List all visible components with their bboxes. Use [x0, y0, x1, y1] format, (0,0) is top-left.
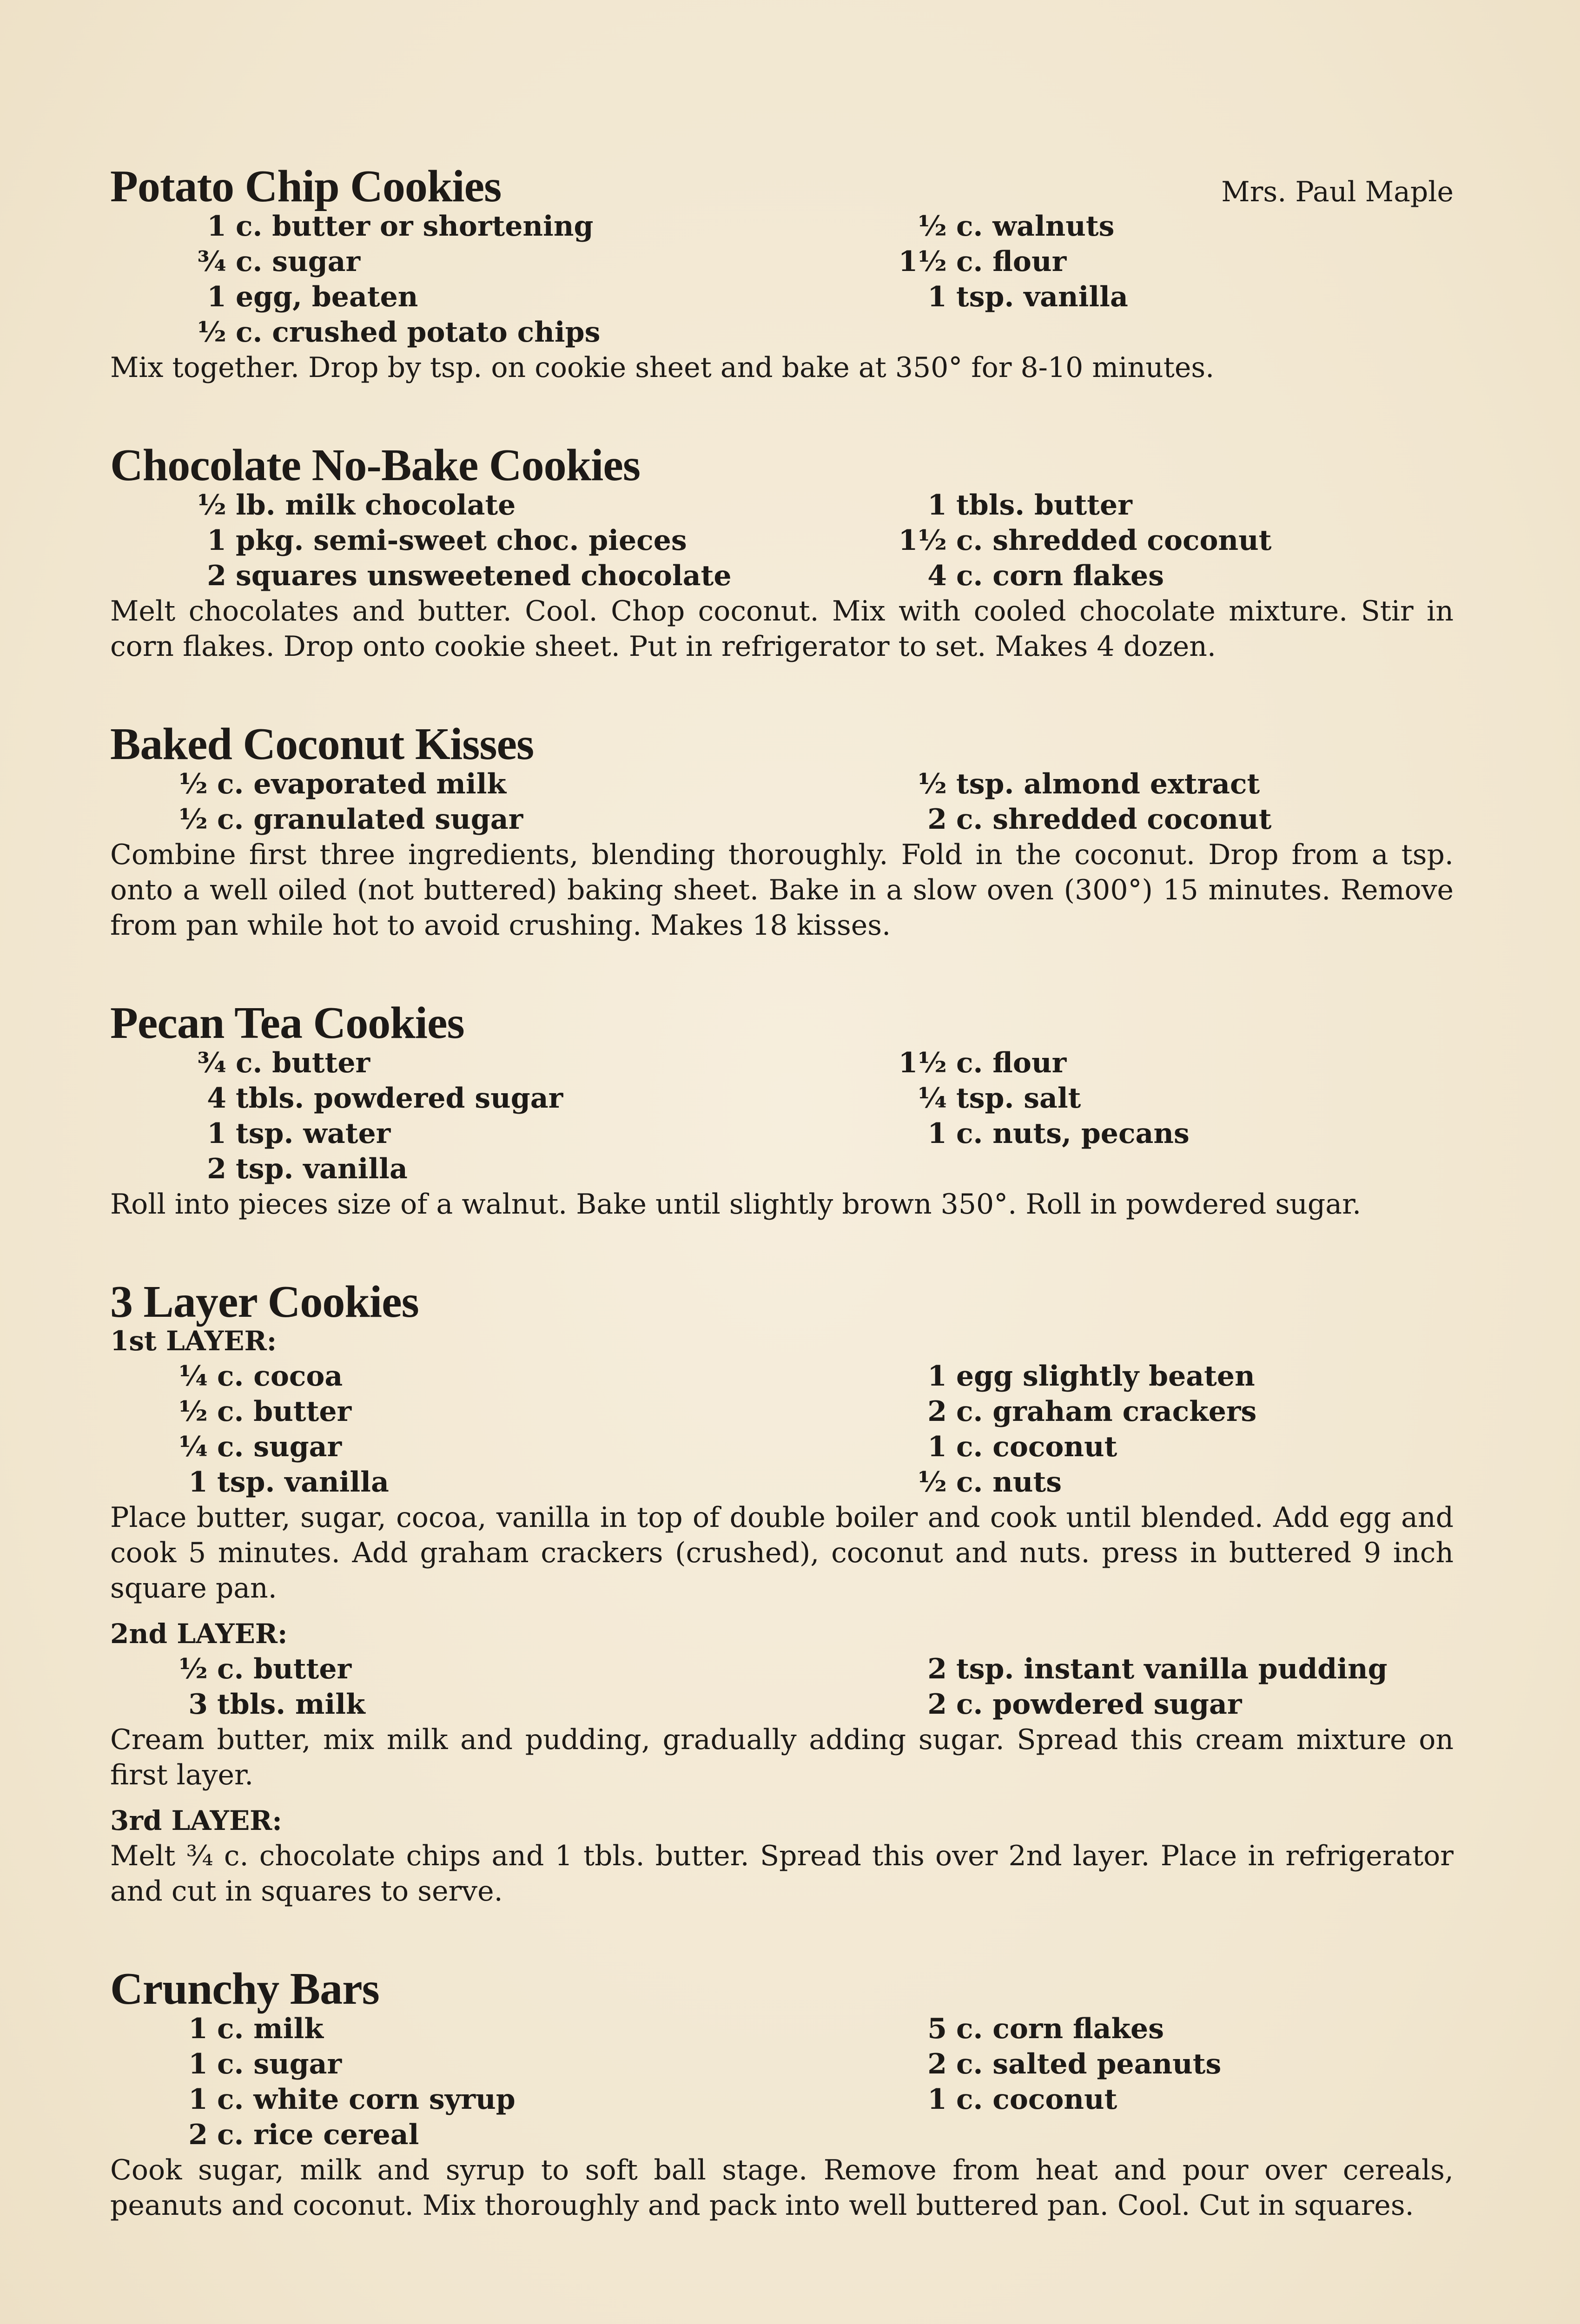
- ingredient: [110, 2117, 882, 2152]
- ingredient-text: c. butter: [217, 1653, 352, 1685]
- spacer: [110, 664, 1454, 718]
- ingredient: [882, 523, 1454, 558]
- ingredient-qty: 1: [927, 1360, 947, 1393]
- ingredient-qty: ¼: [178, 1431, 208, 1463]
- layer-label: 1st LAYER:: [110, 1325, 277, 1357]
- ingredient: [882, 1081, 1454, 1116]
- recipe-header: [110, 160, 1454, 212]
- ingredient: [882, 2047, 1454, 2082]
- spacer: [110, 385, 1454, 439]
- recipe-baked-coconut-kisses: [110, 718, 1454, 943]
- ingredient: [110, 244, 882, 279]
- ingredient-text: c. graham crackers: [956, 1395, 1257, 1428]
- ingredient-text: tsp. salt: [956, 1082, 1081, 1115]
- ingredient-list: [110, 1359, 1454, 1500]
- ingredient-qty: 1: [927, 281, 947, 313]
- ingredient-qty: ½: [918, 210, 947, 243]
- ingredient-text: c. shredded coconut: [956, 803, 1272, 836]
- ingredient: [882, 1429, 1454, 1465]
- layer-label: 3rd LAYER:: [110, 1805, 282, 1836]
- ingredient-qty: ½: [918, 768, 947, 800]
- ingredient: [882, 766, 1454, 802]
- ingredient-text: c. butter or shortening: [236, 210, 594, 243]
- ingredient-text: c. butter: [236, 1047, 370, 1079]
- ingredient: [882, 802, 1454, 837]
- ingredient-text: tsp. water: [236, 1117, 391, 1150]
- ingredient-text: c. sugar: [217, 1431, 342, 1463]
- ingredient: [110, 1465, 882, 1500]
- ingredient: [882, 488, 1454, 523]
- ingredient: [110, 2011, 882, 2047]
- ingredient-qty: ½: [178, 1653, 208, 1685]
- ingredient: [882, 1687, 1454, 1722]
- ingredient: [110, 315, 882, 350]
- ingredient-text: c. cocoa: [217, 1360, 343, 1393]
- ingredient-text: c. white corn syrup: [217, 2083, 516, 2116]
- ingredient-qty: 2: [927, 1653, 947, 1685]
- ingredient: [110, 1151, 882, 1187]
- ingredient-qty: 1: [927, 489, 947, 522]
- spacer: [110, 1909, 1454, 1963]
- ingredient: [110, 279, 882, 315]
- recipe-title: Baked Coconut Kisses: [110, 719, 534, 769]
- recipe-title: Crunchy Bars: [110, 1964, 379, 2014]
- ingredient: [110, 209, 882, 244]
- ingredient-qty: 2: [927, 803, 947, 836]
- ingredient-text: c. granulated sugar: [217, 803, 523, 836]
- ingredient-text: tsp. vanilla: [236, 1153, 408, 1185]
- ingredient-qty: ¾: [197, 245, 226, 278]
- ingredient-qty: ¾: [197, 1047, 226, 1079]
- ingredient-text: c. evaporated milk: [217, 768, 507, 800]
- ingredient-qty: 1: [207, 281, 226, 313]
- ingredient-qty: 1: [207, 524, 226, 557]
- ingredient-qty: ¼: [178, 1360, 208, 1393]
- ingredient-list: [110, 2011, 1454, 2152]
- ingredient-qty: 5: [927, 2013, 947, 2045]
- ingredient-qty: 1½: [898, 245, 947, 278]
- ingredient-text: tsp. almond extract: [956, 768, 1260, 800]
- ingredient-empty: [882, 2117, 1454, 2152]
- ingredient-qty: 1: [927, 2083, 947, 2116]
- ingredient: [110, 2082, 882, 2117]
- recipe-title: Chocolate No-Bake Cookies: [110, 440, 641, 490]
- ingredient-qty: ½: [918, 1466, 947, 1499]
- recipe-title: Pecan Tea Cookies: [110, 998, 464, 1048]
- layer-directions: Cream butter, mix milk and pudding, gradually adding sugar. Spread this cream mixture on first layer.: [110, 1723, 1454, 1791]
- ingredient: [110, 523, 882, 558]
- ingredient: [882, 209, 1454, 244]
- layer-directions: Place butter, sugar, cocoa, vanilla in top of double boiler and cook until blended. Add egg and cook 5 minutes. Add graham crackers (crushed), coconut and nuts. press in buttered 9 inch square pan.: [110, 1501, 1454, 1604]
- ingredient-qty: 4: [927, 560, 947, 592]
- ingredient-list: [110, 1651, 1454, 1722]
- recipe-author: Mrs. Paul Maple: [1221, 176, 1454, 208]
- recipe-directions: Mix together. Drop by tsp. on cookie sheet and bake at 350° for 8-10 minutes.: [110, 351, 1215, 384]
- ingredient-text: egg slightly beaten: [956, 1360, 1255, 1393]
- ingredient-text: c. flour: [956, 1047, 1067, 1079]
- ingredient: [110, 1045, 882, 1081]
- ingredient: [110, 1359, 882, 1394]
- ingredient-text: squares unsweetened chocolate: [236, 560, 732, 592]
- spacer: [110, 1606, 1454, 1616]
- ingredient-text: tbls. butter: [956, 489, 1132, 522]
- ingredient: [110, 1429, 882, 1465]
- spacer: [110, 943, 1454, 997]
- recipe-directions: Combine first three ingredients, blending thoroughly. Fold in the coconut. Drop from a tsp. onto a well oiled (not buttered) baking sheet. Bake in a slow oven (300°) 15 minutes. Remove from pan while hot to avoid crushing. Makes 18 kisses.: [110, 838, 1454, 942]
- ingredient-text: c. crushed potato chips: [236, 316, 601, 349]
- ingredient-list: [110, 488, 1454, 594]
- ingredient-qty: 4: [207, 1082, 226, 1115]
- recipe-3-layer-cookies: [110, 1276, 1454, 1909]
- ingredient-text: pkg. semi-sweet choc. pieces: [236, 524, 687, 557]
- ingredient-qty: 1: [188, 1466, 208, 1499]
- ingredient: [110, 488, 882, 523]
- ingredient-qty: 1: [188, 2083, 208, 2116]
- ingredient: [882, 2011, 1454, 2047]
- ingredient-text: c. powdered sugar: [956, 1688, 1242, 1721]
- ingredient-qty: 2: [188, 2119, 208, 2151]
- ingredient-text: c. coconut: [956, 1431, 1117, 1463]
- ingredient-text: tsp. vanilla: [956, 281, 1128, 313]
- ingredient-qty: ½: [178, 803, 208, 836]
- ingredient-text: c. milk: [217, 2013, 324, 2045]
- ingredient-list: [110, 209, 1454, 350]
- ingredient-text: c. flour: [956, 245, 1067, 278]
- ingredient: [882, 2082, 1454, 2117]
- ingredient: [882, 558, 1454, 594]
- ingredient-list: [110, 1045, 1454, 1187]
- ingredient-qty: ½: [178, 1395, 208, 1428]
- layer-label: 2nd LAYER:: [110, 1618, 288, 1650]
- ingredient-qty: ½: [197, 489, 226, 522]
- ingredient-text: lb. milk chocolate: [236, 489, 516, 522]
- ingredient: [110, 1687, 882, 1722]
- page-content: [110, 160, 1454, 2223]
- ingredient-qty: 1: [188, 2048, 208, 2080]
- ingredient-qty: 2: [207, 1153, 226, 1185]
- ingredient-text: c. walnuts: [956, 210, 1115, 243]
- recipe-potato-chip-cookies: [110, 160, 1454, 385]
- ingredient: [882, 1651, 1454, 1687]
- ingredient-empty: [882, 1151, 1454, 1187]
- ingredient-list: [110, 766, 1454, 837]
- ingredient-text: egg, beaten: [236, 281, 418, 313]
- ingredient-text: tbls. powdered sugar: [236, 1082, 563, 1115]
- ingredient-qty: 3: [188, 1688, 208, 1721]
- ingredient-text: c. nuts: [956, 1466, 1062, 1499]
- ingredient: [882, 1045, 1454, 1081]
- ingredient-text: c. corn flakes: [956, 2013, 1164, 2045]
- spacer: [110, 1222, 1454, 1276]
- ingredient-qty: 1: [207, 210, 226, 243]
- recipe-title: Potato Chip Cookies: [110, 161, 502, 211]
- ingredient-text: tbls. milk: [217, 1688, 365, 1721]
- ingredient: [110, 1394, 882, 1429]
- ingredient: [882, 279, 1454, 315]
- ingredient-empty: [882, 315, 1454, 350]
- ingredient-qty: 1: [927, 1431, 947, 1463]
- ingredient-text: c. shredded coconut: [956, 524, 1272, 557]
- ingredient-text: c. sugar: [236, 245, 361, 278]
- ingredient-qty: 2: [927, 1688, 947, 1721]
- ingredient: [110, 1081, 882, 1116]
- ingredient: [110, 802, 882, 837]
- ingredient-qty: 1: [207, 1117, 226, 1150]
- ingredient-text: c. coconut: [956, 2083, 1117, 2116]
- ingredient-qty: 2: [207, 560, 226, 592]
- ingredient-qty: 1½: [898, 524, 947, 557]
- ingredient: [882, 244, 1454, 279]
- ingredient-text: c. butter: [217, 1395, 352, 1428]
- ingredient-qty: 1: [188, 2013, 208, 2045]
- ingredient-text: tsp. instant vanilla pudding: [956, 1653, 1388, 1685]
- ingredient: [110, 2047, 882, 2082]
- ingredient-text: c. nuts, pecans: [956, 1117, 1190, 1150]
- ingredient: [110, 558, 882, 594]
- ingredient: [110, 766, 882, 802]
- ingredient-qty: ½: [197, 316, 226, 349]
- recipe-crunchy-bars: [110, 1963, 1454, 2223]
- recipe-directions: Melt chocolates and butter. Cool. Chop coconut. Mix with cooled chocolate mixture. Stir in corn flakes. Drop onto cookie sheet. Put in refrigerator to set. Makes 4 dozen.: [110, 595, 1454, 663]
- recipe-directions: Roll into pieces size of a walnut. Bake until slightly brown 350°. Roll in powdered sugar.: [110, 1188, 1362, 1221]
- ingredient-qty: 2: [927, 2048, 947, 2080]
- recipe-directions: Cook sugar, milk and syrup to soft ball stage. Remove from heat and pour over cereals, peanuts and coconut. Mix thoroughly and pack into well buttered pan. Cool. Cut in squares.: [110, 2154, 1454, 2222]
- layer-directions: Melt ¾ c. chocolate chips and 1 tbls. butter. Spread this over 2nd layer. Place in refrigerator and cut in squares to serve.: [110, 1840, 1454, 1908]
- ingredient-qty: 1½: [898, 1047, 947, 1079]
- recipe-title: 3 Layer Cookies: [110, 1277, 419, 1327]
- ingredient: [882, 1359, 1454, 1394]
- ingredient-text: c. salted peanuts: [956, 2048, 1222, 2080]
- ingredient: [110, 1651, 882, 1687]
- ingredient: [110, 1116, 882, 1151]
- ingredient-text: tsp. vanilla: [217, 1466, 389, 1499]
- ingredient-text: c. rice cereal: [217, 2119, 419, 2151]
- ingredient: [882, 1116, 1454, 1151]
- recipe-pecan-tea-cookies: [110, 997, 1454, 1222]
- ingredient: [882, 1465, 1454, 1500]
- recipe-chocolate-no-bake-cookies: [110, 439, 1454, 664]
- ingredient-qty: 1: [927, 1117, 947, 1150]
- ingredient-qty: ¼: [918, 1082, 947, 1115]
- ingredient-qty: ½: [178, 768, 208, 800]
- ingredient-qty: 2: [927, 1395, 947, 1428]
- spacer: [110, 1793, 1454, 1803]
- ingredient-text: c. corn flakes: [956, 560, 1164, 592]
- ingredient-text: c. sugar: [217, 2048, 342, 2080]
- ingredient: [882, 1394, 1454, 1429]
